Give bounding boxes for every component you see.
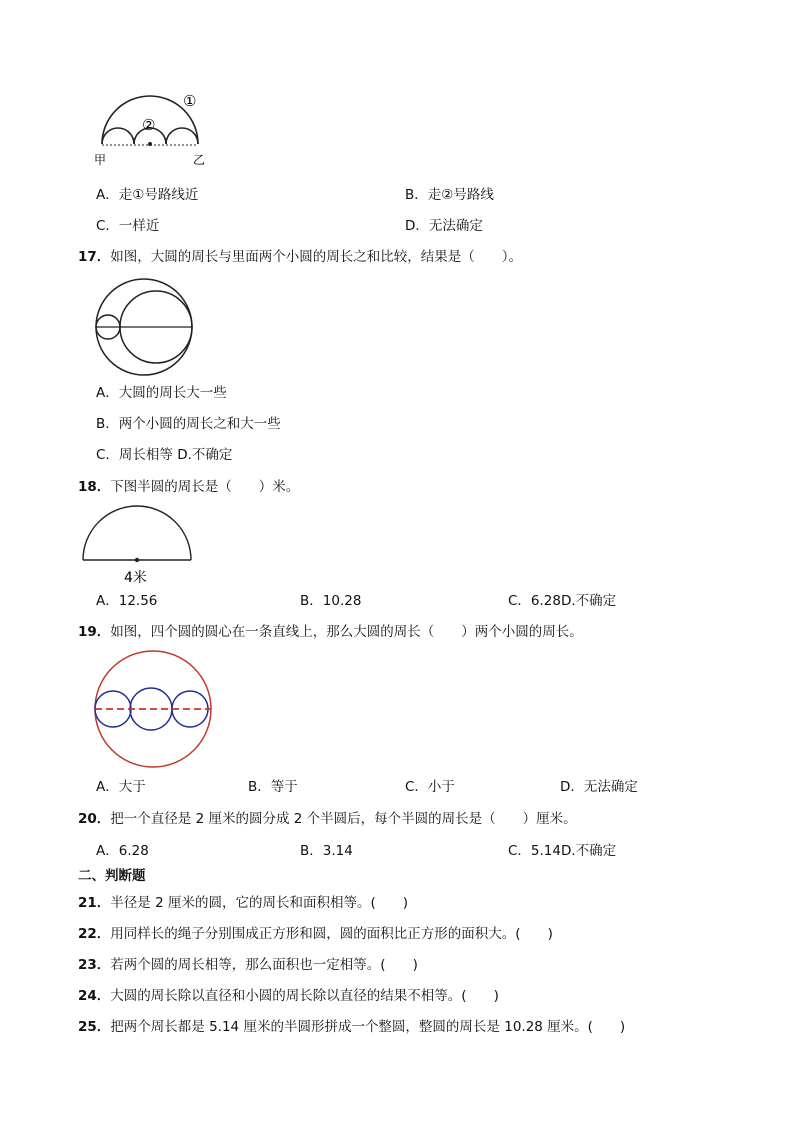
question-text: 半径是 2 厘米的圆，它的周长和面积相等。( ) <box>110 895 409 911</box>
q18-question <box>78 477 299 497</box>
question-number: 22． <box>78 926 111 942</box>
q19-option-c: C．小于 <box>405 779 455 795</box>
q20-option-c: C．5.14D.不确定 <box>508 843 617 859</box>
q18-option-b: B．10.28 <box>300 593 362 609</box>
q17-option-c: C．周长相等 D.不确定 <box>96 447 233 463</box>
q20-number: 20． <box>78 811 111 827</box>
route2-label: ② <box>142 116 156 134</box>
q20-text: 把一个直径是 2 厘米的圆分成 2 个半圆后，每个半圆的周长是（ ）厘米。 <box>110 811 577 827</box>
q16-option-a: A．走①号路线近 <box>96 187 199 203</box>
diameter-label: 4米 <box>124 570 147 586</box>
q20-option-a: A．6.28 <box>96 843 149 859</box>
q19-question <box>78 622 583 642</box>
q16-option-b: B．走②号路线 <box>405 187 494 203</box>
q17-question <box>78 247 522 267</box>
question-number: 23． <box>78 957 111 973</box>
route-figure <box>88 88 218 170</box>
question-text: 大圆的周长除以直径和小圆的周长除以直径的结果不相等。( ) <box>110 988 499 1004</box>
question-number: 24． <box>78 988 111 1004</box>
q20-option-b: B．3.14 <box>300 843 353 859</box>
section-title: 二、判断题 <box>78 868 146 884</box>
q17-option-b: B．两个小圆的周长之和大一些 <box>96 416 281 432</box>
q19-option-b: B．等于 <box>248 779 298 795</box>
q19-option-a: A．大于 <box>96 779 146 795</box>
judge-question <box>78 955 418 975</box>
start-label: 甲 <box>94 153 107 167</box>
q18-text: 下图半圆的周长是（ ）米。 <box>110 479 300 495</box>
q16-option-d: D．无法确定 <box>405 218 483 234</box>
q19-text: 如图，四个圆的圆心在一条直线上，那么大圆的周长（ ）两个小圆的周长。 <box>110 624 583 640</box>
q16-option-c: C．一样近 <box>96 218 160 234</box>
q17-text: 如图，大圆的周长与里面两个小圆的周长之和比较，结果是（ ）。 <box>110 249 523 265</box>
judge-question <box>78 986 499 1006</box>
end-label: 乙 <box>193 153 206 167</box>
q19-option-d: D．无法确定 <box>560 779 638 795</box>
q18-option-a: A．12.56 <box>96 593 158 609</box>
judge-question <box>78 924 553 944</box>
question-number: 21． <box>78 895 111 911</box>
q19-number: 19． <box>78 624 111 640</box>
route1-label: ① <box>183 92 197 110</box>
q18-option-c: C．6.28D.不确定 <box>508 593 617 609</box>
q17-number: 17． <box>78 249 111 265</box>
judge-question <box>78 1017 625 1037</box>
question-text: 用同样长的绳子分别围成正方形和圆，圆的面积比正方形的面积大。( ) <box>110 926 553 942</box>
judge-question <box>78 893 408 913</box>
q20-question <box>78 809 577 829</box>
question-text: 把两个周长都是 5.14 厘米的半圆形拼成一个整圆，整圆的周长是 10.28 厘米。( ) <box>110 1019 626 1035</box>
four-circles-figure <box>92 650 214 772</box>
q17-option-a: A．大圆的周长大一些 <box>96 385 227 401</box>
q18-number: 18． <box>78 479 111 495</box>
semicircle-figure <box>78 503 198 587</box>
question-text: 若两个圆的周长相等，那么面积也一定相等。( ) <box>110 957 418 973</box>
circles-figure <box>92 275 196 379</box>
question-number: 25． <box>78 1019 111 1035</box>
